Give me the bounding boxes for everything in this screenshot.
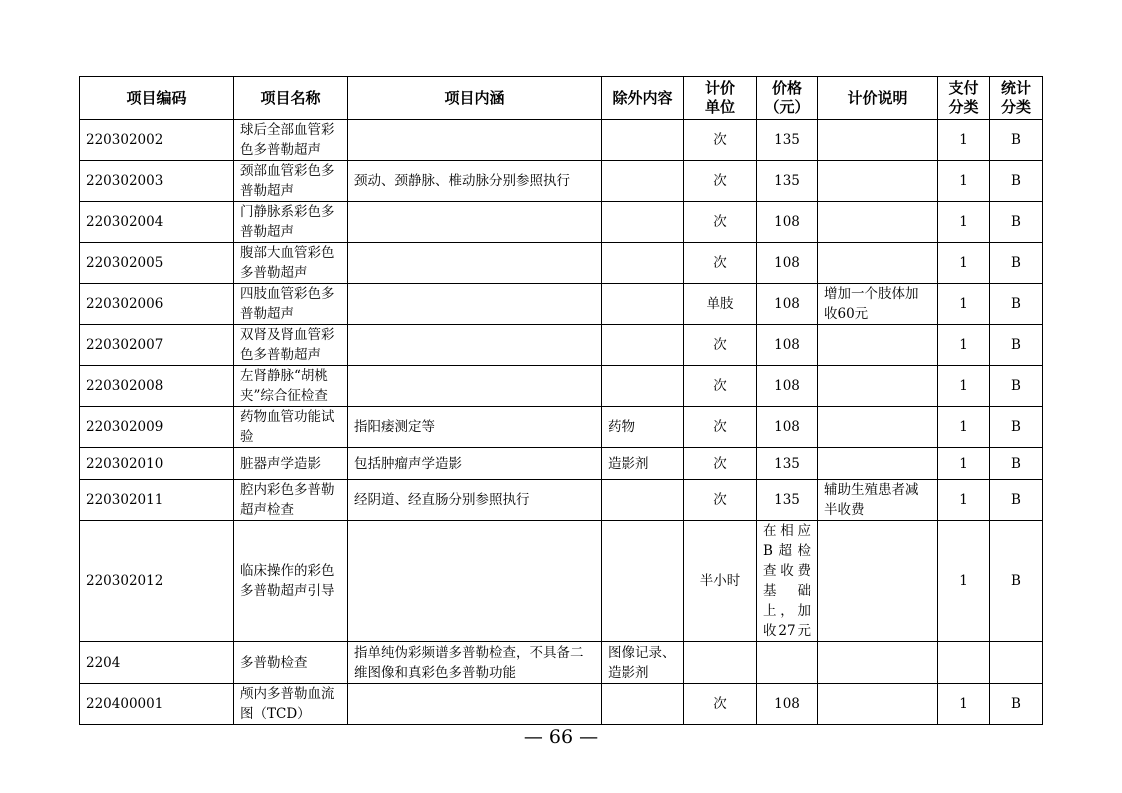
cell-stat: B (990, 407, 1043, 448)
cell-unit: 单肢 (684, 284, 757, 325)
cell-pay: 1 (938, 448, 990, 480)
cell-note (818, 325, 938, 366)
cell-excluded (602, 243, 684, 284)
cell-stat: B (990, 120, 1043, 161)
cell-stat: B (990, 684, 1043, 725)
cell-note (818, 366, 938, 407)
table-row (80, 407, 1043, 448)
cell-pay: 1 (938, 407, 990, 448)
cell-unit: 次 (684, 448, 757, 480)
cell-unit: 次 (684, 407, 757, 448)
cell-price: 135 (757, 161, 818, 202)
cell-code: 220302009 (80, 407, 234, 448)
table-row (80, 366, 1043, 407)
cell-excluded: 造影剂 (602, 448, 684, 480)
cell-unit: 次 (684, 480, 757, 521)
cell-price: 108 (757, 407, 818, 448)
cell-price: 108 (757, 243, 818, 284)
cell-pay: 1 (938, 161, 990, 202)
cell-name: 临床操作的彩色 多普勒超声引导 (234, 521, 348, 642)
cell-code: 220302012 (80, 521, 234, 642)
cell-price: 135 (757, 448, 818, 480)
cell-excluded (602, 161, 684, 202)
header-code: 项目编码 (80, 77, 234, 120)
cell-pay: 1 (938, 480, 990, 521)
cell-stat (990, 642, 1043, 684)
cell-excluded (602, 325, 684, 366)
cell-note (818, 448, 938, 480)
cell-stat: B (990, 284, 1043, 325)
header-price: 价格 （元） (757, 77, 818, 120)
cell-price: 135 (757, 480, 818, 521)
cell-code: 220302004 (80, 202, 234, 243)
cell-excluded (602, 120, 684, 161)
cell-pay: 1 (938, 684, 990, 725)
cell-name: 双肾及肾血管彩 色多普勒超声 (234, 325, 348, 366)
cell-content (348, 325, 602, 366)
cell-code: 220302007 (80, 325, 234, 366)
cell-price (757, 642, 818, 684)
cell-name: 左肾静脉“胡桃 夹”综合征检查 (234, 366, 348, 407)
cell-content (348, 284, 602, 325)
cell-content (348, 243, 602, 284)
table-row (80, 243, 1043, 284)
cell-stat: B (990, 202, 1043, 243)
cell-unit: 半小时 (684, 521, 757, 642)
cell-excluded (602, 521, 684, 642)
cell-excluded (602, 480, 684, 521)
header-pay: 支付 分类 (938, 77, 990, 120)
cell-name: 颈部血管彩色多 普勒超声 (234, 161, 348, 202)
header-note: 计价说明 (818, 77, 938, 120)
cell-price: 108 (757, 325, 818, 366)
cell-price: 108 (757, 684, 818, 725)
cell-pay: 1 (938, 202, 990, 243)
cell-content (348, 120, 602, 161)
table-row (80, 325, 1043, 366)
cell-note: 增加一个肢体加 收60元 (818, 284, 938, 325)
table-row (80, 642, 1043, 684)
table-row (80, 684, 1043, 725)
cell-pay: 1 (938, 120, 990, 161)
cell-content: 包括肿瘤声学造影 (348, 448, 602, 480)
cell-price: 108 (757, 202, 818, 243)
table-row (80, 284, 1043, 325)
cell-content: 颈动、颈静脉、椎动脉分别参照执行 (348, 161, 602, 202)
cell-excluded: 图像记录、 造影剂 (602, 642, 684, 684)
cell-note (818, 120, 938, 161)
cell-content (348, 202, 602, 243)
header-content: 项目内涵 (348, 77, 602, 120)
cell-name: 四肢血管彩色多 普勒超声 (234, 284, 348, 325)
cell-stat: B (990, 243, 1043, 284)
cell-name: 球后全部血管彩 色多普勒超声 (234, 120, 348, 161)
table-row (80, 521, 1043, 642)
cell-unit: 次 (684, 684, 757, 725)
cell-pay: 1 (938, 521, 990, 642)
cell-code: 220302006 (80, 284, 234, 325)
cell-code: 220302002 (80, 120, 234, 161)
table-row (80, 161, 1043, 202)
cell-content (348, 521, 602, 642)
cell-note: 辅助生殖患者减 半收费 (818, 480, 938, 521)
cell-unit: 次 (684, 366, 757, 407)
header-excluded: 除外内容 (602, 77, 684, 120)
cell-stat: B (990, 480, 1043, 521)
cell-unit: 次 (684, 161, 757, 202)
cell-name: 多普勒检查 (234, 642, 348, 684)
cell-content: 指单纯伪彩频谱多普勒检查，不具备二 维图像和真彩色多普勒功能 (348, 642, 602, 684)
cell-code: 220302005 (80, 243, 234, 284)
cell-unit: 次 (684, 325, 757, 366)
cell-note (818, 407, 938, 448)
table-row (80, 202, 1043, 243)
cell-stat: B (990, 366, 1043, 407)
cell-excluded (602, 684, 684, 725)
header-name: 项目名称 (234, 77, 348, 120)
table-row (80, 480, 1043, 521)
cell-name: 腔内彩色多普勒 超声检查 (234, 480, 348, 521)
cell-note (818, 161, 938, 202)
cell-unit: 次 (684, 202, 757, 243)
cell-code: 220400001 (80, 684, 234, 725)
cell-code: 220302003 (80, 161, 234, 202)
cell-name: 腹部大血管彩色 多普勒超声 (234, 243, 348, 284)
cell-content (348, 366, 602, 407)
cell-name: 脏器声学造影 (234, 448, 348, 480)
cell-code: 220302008 (80, 366, 234, 407)
cell-content: 指阳痿测定等 (348, 407, 602, 448)
cell-price: 135 (757, 120, 818, 161)
cell-note (818, 642, 938, 684)
cell-stat: B (990, 448, 1043, 480)
cell-content: 经阴道、经直肠分别参照执行 (348, 480, 602, 521)
cell-unit (684, 642, 757, 684)
cell-content (348, 684, 602, 725)
fee-schedule-table (79, 76, 1043, 725)
cell-pay: 1 (938, 366, 990, 407)
page-number: — 66 — (523, 726, 599, 748)
cell-excluded (602, 284, 684, 325)
header-unit: 计价 单位 (684, 77, 757, 120)
cell-pay (938, 642, 990, 684)
cell-code: 220302011 (80, 480, 234, 521)
table-row (80, 120, 1043, 161)
cell-note (818, 684, 938, 725)
cell-code: 220302010 (80, 448, 234, 480)
cell-pay: 1 (938, 243, 990, 284)
cell-stat: B (990, 161, 1043, 202)
table-header-row (80, 77, 1043, 120)
cell-stat: B (990, 325, 1043, 366)
cell-note (818, 202, 938, 243)
cell-stat: B (990, 521, 1043, 642)
cell-name: 药物血管功能试 验 (234, 407, 348, 448)
cell-price: 108 (757, 284, 818, 325)
cell-unit: 次 (684, 120, 757, 161)
header-stat: 统计 分类 (990, 77, 1043, 120)
cell-name: 门静脉系彩色多 普勒超声 (234, 202, 348, 243)
cell-excluded (602, 202, 684, 243)
cell-note (818, 521, 938, 642)
cell-pay: 1 (938, 284, 990, 325)
cell-pay: 1 (938, 325, 990, 366)
table-row (80, 448, 1043, 480)
cell-code: 2204 (80, 642, 234, 684)
cell-name: 颅内多普勒血流 图（TCD） (234, 684, 348, 725)
cell-note (818, 243, 938, 284)
cell-excluded (602, 366, 684, 407)
cell-price: 108 (757, 366, 818, 407)
cell-price: 在相应 B超检 查收费 基 础 上，加 收27元 (757, 521, 818, 642)
cell-excluded: 药物 (602, 407, 684, 448)
cell-unit: 次 (684, 243, 757, 284)
